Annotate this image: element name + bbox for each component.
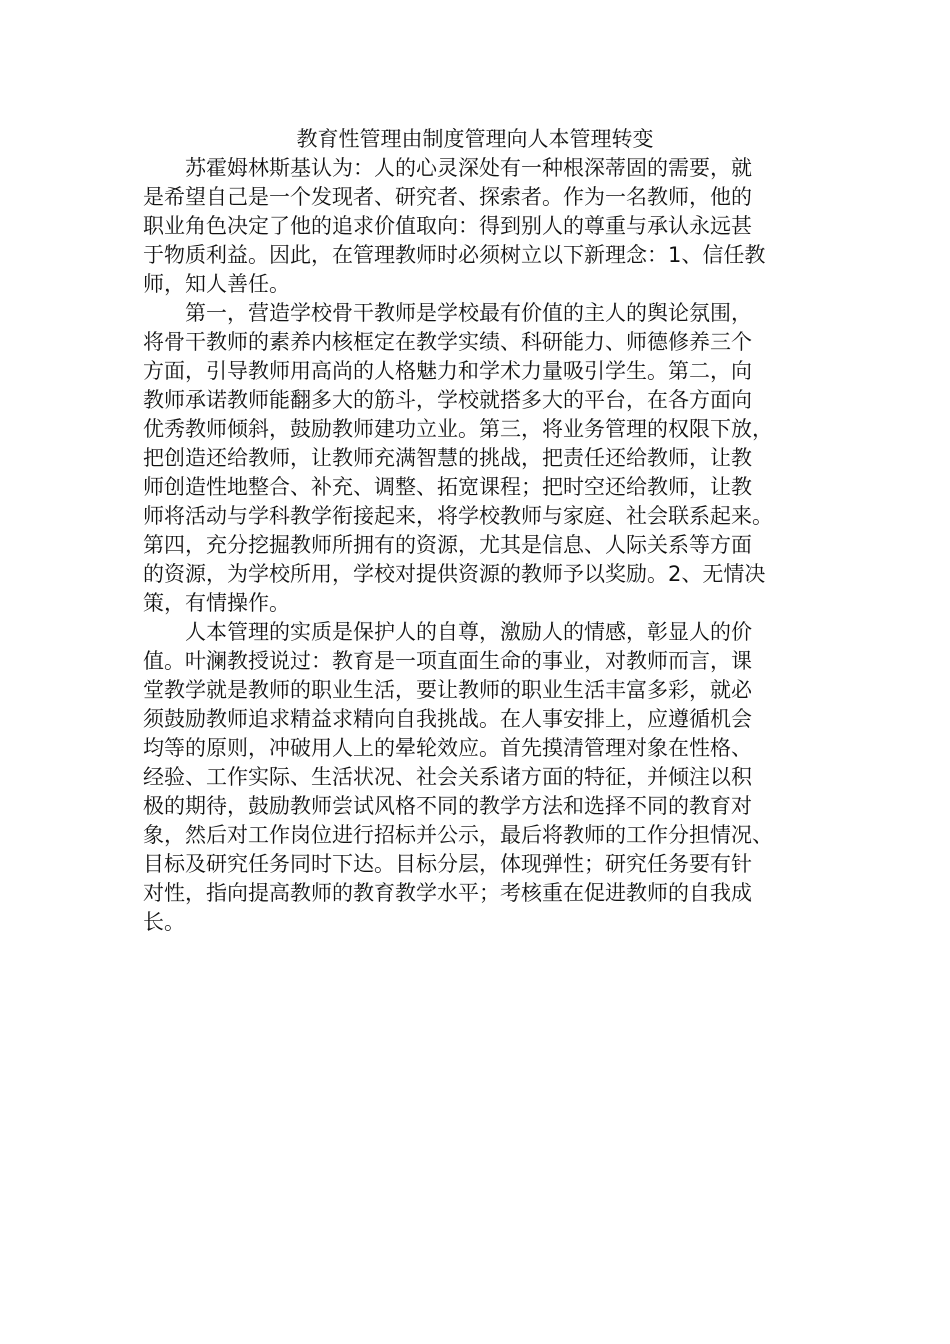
text-line: 均等的原则，冲破用人上的晕轮效应。首先摸清管理对象在性格、 [143, 736, 752, 760]
text-line: 将骨干教师的素养内核框定在教学实绩、科研能力、师德修养三个 [143, 330, 752, 354]
text-line: 值。叶澜教授说过：教育是一项直面生命的事业，对教师而言，课 [143, 649, 752, 673]
document-title: 教育性管理由制度管理向人本管理转变 [296, 127, 654, 151]
text-line: 职业角色决定了他的追求价值取向：得到别人的尊重与承认永远甚 [143, 214, 752, 238]
text-line: 师创造性地整合、补充、调整、拓宽课程；把时空还给教师，让教 [143, 475, 752, 499]
text-line: 第四，充分挖掘教师所拥有的资源，尤其是信息、人际关系等方面 [143, 533, 752, 557]
text-line: 优秀教师倾斜，鼓励教师建功立业。第三，将业务管理的权限下放， [143, 417, 773, 441]
text-line: 苏霍姆林斯基认为：人的心灵深处有一种根深蒂固的需要，就 [185, 156, 752, 180]
paragraph-1 [143, 154, 809, 299]
text-line: 经验、工作实际、生活状况、社会关系诸方面的特征，并倾注以积 [143, 765, 752, 789]
text-line: 须鼓励教师追求精益求精向自我挑战。在人事安排上，应遵循机会 [143, 707, 752, 731]
paragraph-3 [143, 618, 809, 937]
text-line: 第一，营造学校骨干教师是学校最有价值的主人的舆论氛围， [185, 301, 752, 325]
text-line: 教师承诺教师能翻多大的筋斗，学校就搭多大的平台，在各方面向 [143, 388, 752, 412]
text-line: 堂教学就是教师的职业生活，要让教师的职业生活丰富多彩，就必 [143, 678, 752, 702]
text-line: 对性，指向提高教师的教育教学水平；考核重在促进教师的自我成 [143, 881, 752, 905]
text-line: 极的期待，鼓励教师尝试风格不同的教学方法和选择不同的教育对 [143, 794, 752, 818]
text-line: 象，然后对工作岗位进行招标并公示，最后将教师的工作分担情况、 [143, 823, 773, 847]
document-body [143, 154, 809, 937]
text-line: 是希望自己是一个发现者、研究者、探索者。作为一名教师，他的 [143, 185, 752, 209]
text-line: 的资源，为学校所用，学校对提供资源的教师予以奖励。2、无情决 [143, 562, 766, 586]
text-line: 人本管理的实质是保护人的自尊，激励人的情感，彰显人的价 [185, 620, 752, 644]
text-line: 方面，引导教师用高尚的人格魅力和学术力量吸引学生。第二，向 [143, 359, 752, 383]
text-line: 长。 [143, 910, 185, 934]
text-line: 目标及研究任务同时下达。目标分层，体现弹性；研究任务要有针 [143, 852, 752, 876]
paragraph-2 [143, 299, 809, 618]
text-line: 于物质利益。因此，在管理教师时必须树立以下新理念：1、信任教 [143, 243, 766, 267]
text-line: 把创造还给教师，让教师充满智慧的挑战，把责任还给教师，让教 [143, 446, 752, 470]
text-line: 策，有情操作。 [143, 591, 290, 615]
text-line: 师，知人善任。 [143, 272, 290, 296]
text-line: 师将活动与学科教学衔接起来，将学校教师与家庭、社会联系起来。 [143, 504, 773, 528]
